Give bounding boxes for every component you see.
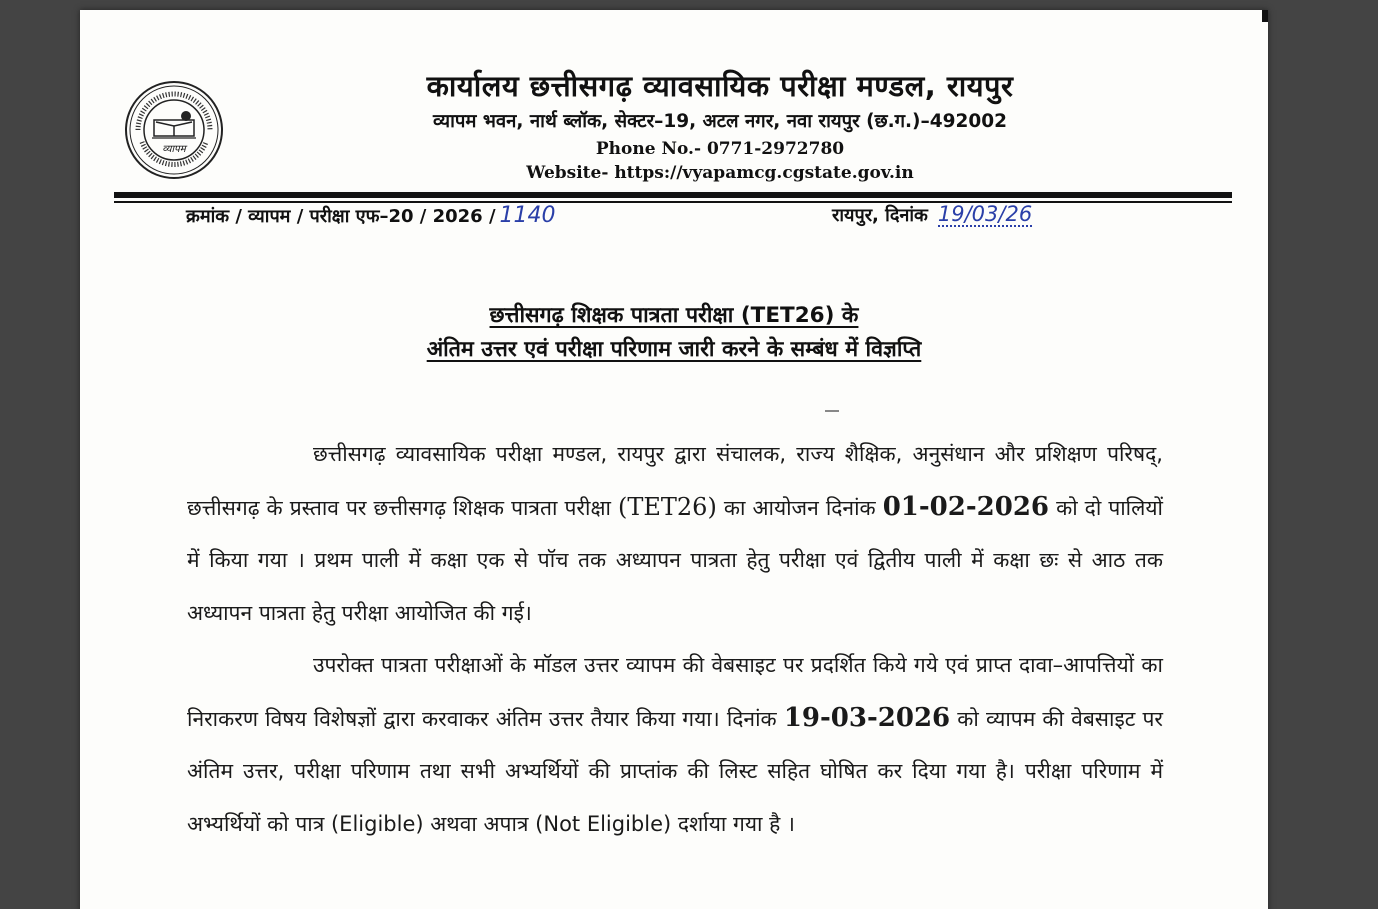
paragraph-2 [187,639,1163,850]
scan-mark [825,410,839,412]
reference-number [186,203,556,228]
organization-phone: Phone No.- 0771-2972780 [595,139,845,159]
page-edge-mark [1262,10,1268,22]
subject-line-1 [80,300,1268,329]
p1-text-a: छत्तीसगढ़ व्यावसायिक परीक्षा मण्डल, रायपुर द्वारा संचालक, राज्य शैक्षिक, अनुसंधान और प्रशिक्षण परिषद्, छत्तीसगढ़ के प्रस्ताव पर छत्तीसगढ़ शिक्षक पात्रता परीक्षा [187,442,1163,520]
p1-tet-code: (TET26) [618,492,717,521]
organization-address: व्यापम भवन, नार्थ ब्लॉक, सेक्टर–19, अटल नगर, नवा रायपुर (छ.ग.)–492002 [433,111,1007,132]
document-page [80,10,1268,909]
subject-line-1-text: छत्तीसगढ़ शिक्षक पात्रता परीक्षा (TET26) के [489,303,859,328]
notice-body [187,428,1163,850]
p2-text-b: को व्यापम की वेबसाइट पर अंतिम उत्तर, परीक्षा परिणाम तथा सभी अभ्यर्थियों की प्राप्तांक की लिस्ट सहित घोषित कर दिया गया है। परीक्षा परिणाम में अभ्यर्थियों को पात्र (Eligible) अथवा अपात्र (Not Eligible) दर्शाया गया है । [187,706,1163,836]
p2-text-a: उपरोक्त पात्रता परीक्षाओं के मॉडल उत्तर व्यापम की वेबसाइट पर प्रदर्शित किये गये एवं प्राप्त दावा–आपत्तियों का निराकरण विषय विशेषज्ञों द्वारा करवाकर अंतिम उत्तर तैयार किया गया। दिनांक [187,653,1163,731]
logo-caption: व्यापम [162,144,186,155]
issue-date [832,203,1032,227]
subject-line-2 [80,334,1268,363]
reference-number-handwritten: 1140 [499,203,556,228]
reference-number-printed: क्रमांक / व्यापम / परीक्षा एफ–20 / 2026 / [186,206,496,227]
p2-result-date: 19-03-2026 [783,702,951,733]
organization-website[interactable]: Website- https://vyapamcg.cgstate.gov.in [526,163,914,183]
paragraph-1 [187,428,1163,639]
date-label: रायपुर, दिनांक [832,205,928,226]
letterhead-divider-thick [114,192,1232,198]
p1-exam-date: 01-02-2026 [882,491,1050,522]
p1-text-c: को दो पालियों में किया गया । प्रथम पाली में कक्षा एक से पॉच तक अध्यापन पात्रता हेतु परीक्षा एवं द्वितीय पाली में कक्षा छः से आठ तक अध्यापन पात्रता हेतु परीक्षा आयोजित की गई। [187,495,1163,625]
organization-name: कार्यालय छत्तीसगढ़ व्यावसायिक परीक्षा मण्डल, रायपुर [426,69,1014,103]
p1-text-b: का आयोजन दिनांक [716,495,883,520]
subject-line-2-text: अंतिम उत्तर एवं परीक्षा परिणाम जारी करने के सम्बंध में विज्ञप्ति [426,337,922,362]
date-handwritten: 19/03/26 [937,202,1033,226]
